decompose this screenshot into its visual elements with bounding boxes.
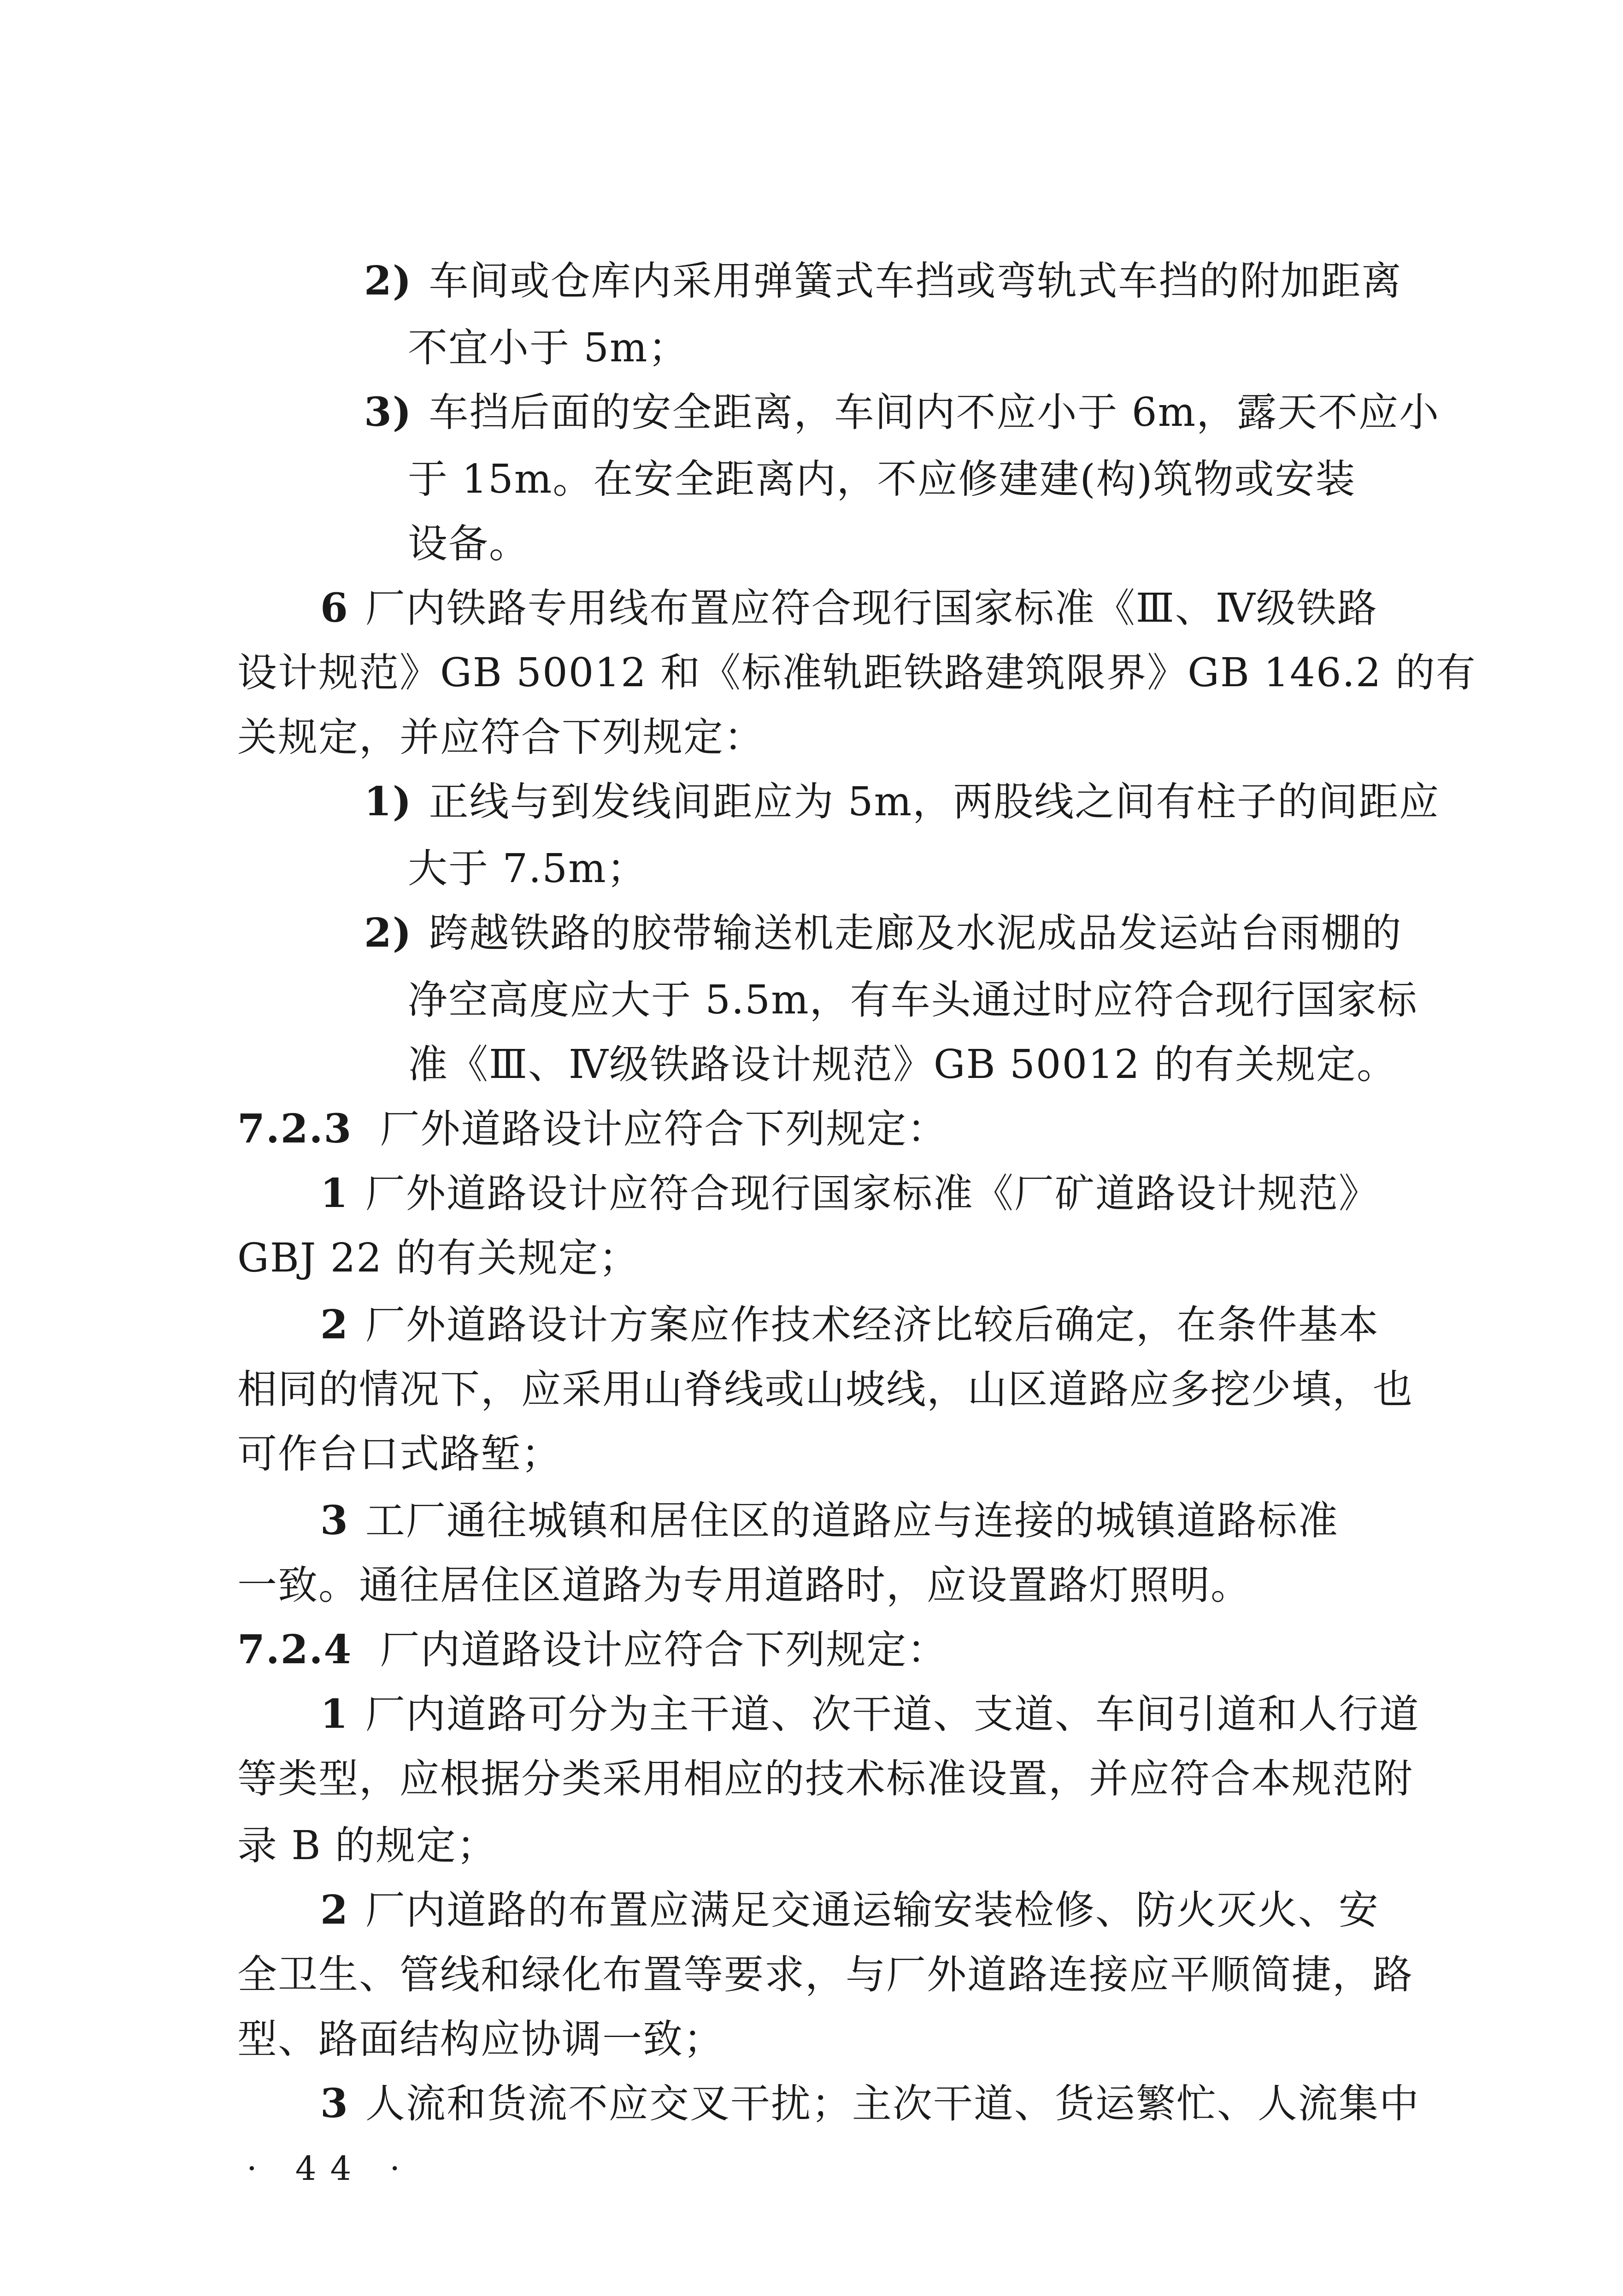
text-line	[237, 1431, 562, 1477]
line-text: 厂外道路设计应符合下列规定：	[380, 1106, 948, 1152]
section-heading	[237, 1627, 947, 1673]
line-text: 厂外道路设计方案应作技术经济比较后确定，在条件基本	[365, 1302, 1379, 1348]
line-text: 厂内道路设计应符合下列规定：	[380, 1627, 948, 1673]
line-text: 跨越铁路的胶带输送机走廊及水泥成品发运站台雨棚的	[429, 910, 1402, 956]
item-number: 3	[320, 1497, 349, 1544]
line-text: 车间或仓库内采用弹簧式车挡或弯轨式车挡的附加距离	[429, 258, 1402, 304]
line-text: 相同的情况下，应采用山脊线或山坡线，山区道路应多挖少填，也	[237, 1366, 1413, 1413]
line-text: GBJ 22 的有关规定；	[237, 1235, 640, 1281]
line-text: 等类型，应根据分类采用相应的技术标准设置，并应符合本规范附	[237, 1756, 1413, 1802]
item-number: 1)	[364, 778, 412, 825]
text-line	[408, 1042, 1397, 1088]
line-text: 净空高度应大于 5.5m，有车头通过时应符合现行国家标	[408, 977, 1418, 1023]
line-text: 大于 7.5m；	[408, 846, 647, 892]
line-text: 正线与到发线间距应为 5m，两股线之间有柱子的间距应	[429, 779, 1440, 825]
section-number: 7.2.3	[237, 1106, 353, 1152]
line-text: 录 B 的规定；	[237, 1823, 497, 1869]
line-text: 工厂通往城镇和居住区的道路应与连接的城镇道路标准	[365, 1498, 1339, 1544]
line-text: 不宜小于 5m；	[408, 325, 689, 371]
section-heading	[237, 1106, 947, 1152]
line-text: 关规定，并应符合下列规定：	[237, 714, 764, 760]
item-number: 1	[320, 1170, 349, 1217]
text-line	[320, 1171, 1379, 1217]
text-line	[408, 325, 689, 371]
text-line	[408, 521, 529, 567]
text-line	[320, 1302, 1379, 1348]
line-text: 厂内道路可分为主干道、次干道、支道、车间引道和人行道	[365, 1691, 1420, 1737]
line-text: 可作台口式路堑；	[237, 1431, 562, 1477]
item-number: 1	[320, 1691, 349, 1737]
item-number: 3	[320, 2080, 349, 2127]
text-line	[364, 389, 1440, 436]
text-line	[320, 585, 1378, 631]
text-line	[237, 1366, 1413, 1413]
text-line	[408, 977, 1418, 1023]
text-line	[237, 650, 1476, 696]
line-text: 一致。通往居住区道路为专用道路时，应设置路灯照明。	[237, 1562, 1251, 1608]
page-number: · 44 ·	[247, 2149, 414, 2188]
text-line	[408, 456, 1356, 502]
line-text: 车挡后面的安全距离，车间内不应小于 6m，露天不应小	[429, 389, 1440, 436]
item-number: 6	[320, 585, 349, 631]
text-line	[364, 910, 1402, 956]
line-text: 全卫生、管线和绿化布置等要求，与厂外道路连接应平顺简捷，路	[237, 1952, 1413, 1998]
text-line	[237, 1235, 639, 1281]
item-number: 3)	[364, 389, 412, 436]
line-text: 人流和货流不应交叉干扰；主次干道、货运繁忙、人流集中	[365, 2081, 1420, 2127]
item-number: 2	[320, 1301, 349, 1348]
text-line	[237, 2016, 724, 2062]
text-line	[237, 714, 764, 760]
item-number: 2)	[364, 258, 412, 304]
text-line	[364, 779, 1440, 825]
item-number: 2)	[364, 910, 412, 956]
line-text: 型、路面结构应协调一致；	[237, 2016, 724, 2062]
line-text: 于 15m。在安全距离内，不应修建建(构)筑物或安装	[408, 456, 1356, 502]
line-text: 厂内铁路专用线布置应符合现行国家标准《Ⅲ、Ⅳ级铁路	[365, 585, 1378, 631]
text-line	[320, 2081, 1420, 2127]
line-text: 设备。	[408, 521, 529, 567]
text-line	[320, 1887, 1379, 1933]
text-line	[237, 1562, 1251, 1608]
line-text: 厂内道路的布置应满足交通运输安装检修、防火灭火、安	[365, 1887, 1379, 1933]
line-text: 准《Ⅲ、Ⅳ级铁路设计规范》GB 50012 的有关规定。	[408, 1042, 1398, 1088]
text-line	[320, 1691, 1420, 1737]
text-line	[237, 1756, 1413, 1802]
line-text: 厂外道路设计应符合现行国家标准《厂矿道路设计规范》	[365, 1171, 1379, 1217]
item-number: 2	[320, 1887, 349, 1933]
section-number: 7.2.4	[237, 1626, 353, 1673]
text-line	[237, 1952, 1413, 1998]
text-line	[364, 258, 1402, 304]
text-line	[408, 846, 647, 892]
line-text: 设计规范》GB 50012 和《标准轨距铁路建筑限界》GB 146.2 的有	[237, 650, 1476, 696]
text-line	[237, 1823, 497, 1869]
text-line	[320, 1498, 1339, 1544]
